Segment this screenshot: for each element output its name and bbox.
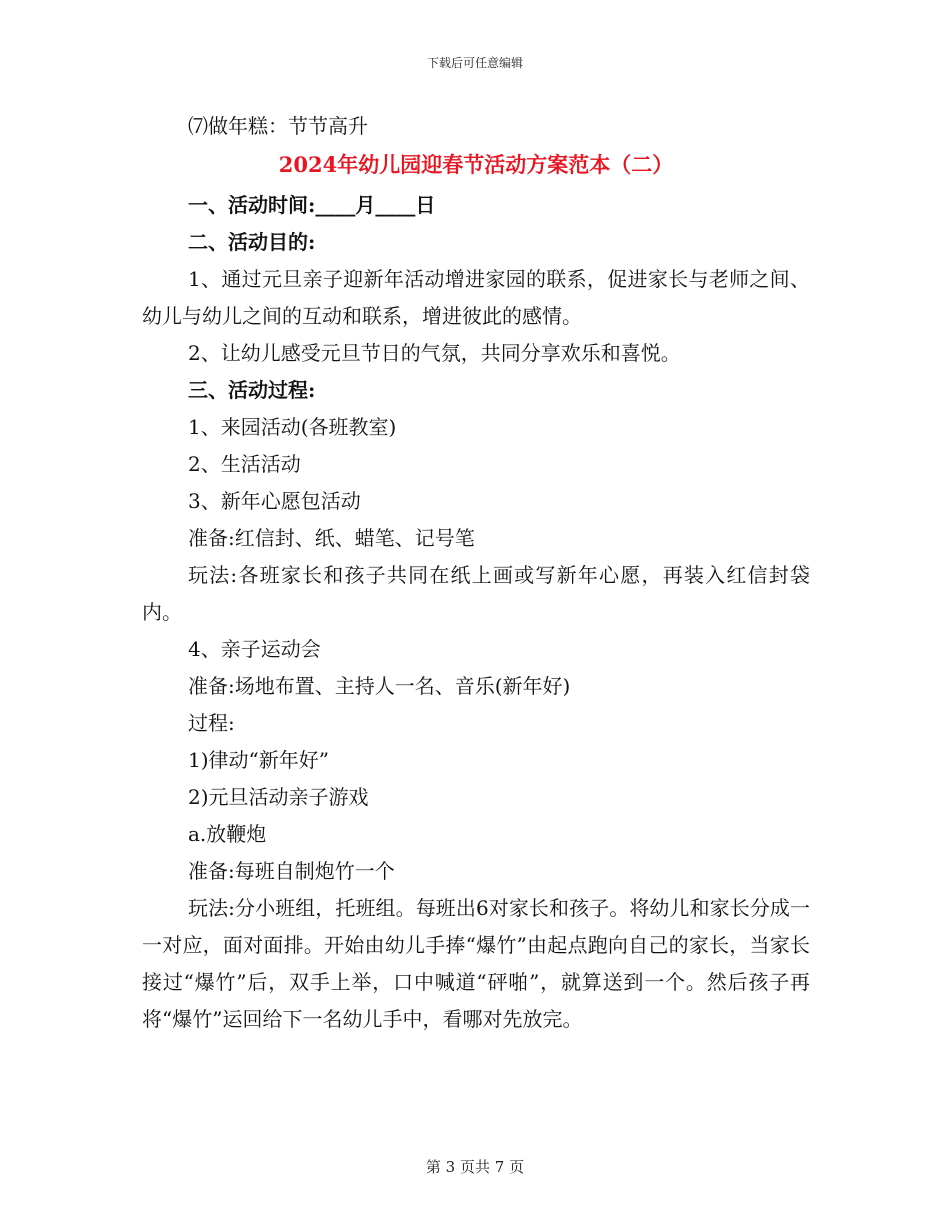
preparation-1: 准备:红信封、纸、蜡笔、记号笔 bbox=[188, 526, 475, 550]
process-item-4: 4、亲子运动会 bbox=[188, 637, 321, 661]
purpose-paragraph-2: 2、让幼儿感受元旦节日的气氛，共同分享欢乐和喜悦。 bbox=[188, 341, 681, 365]
header-note: 下载后可任意编辑 bbox=[426, 56, 523, 70]
document-body bbox=[142, 108, 810, 1038]
section-activity-process: 三、活动过程: bbox=[188, 378, 316, 402]
section-activity-purpose: 二、活动目的: bbox=[188, 230, 316, 254]
section-activity-time: 一、活动时间:____月____日 bbox=[188, 193, 436, 217]
preparation-2: 准备:场地布置、主持人一名、音乐(新年好) bbox=[188, 674, 571, 698]
process-item-3: 3、新年心愿包活动 bbox=[188, 489, 361, 513]
process-item-2: 2、生活活动 bbox=[188, 452, 301, 476]
process-step-2: 2)元旦活动亲子游戏 bbox=[188, 785, 369, 809]
preparation-3: 准备:每班自制炮竹一个 bbox=[188, 859, 395, 883]
purpose-paragraph-1: 1、通过元旦亲子迎新年活动增进家园的联系，促进家长与老师之间、幼儿与幼儿之间的互动和联系，增进彼此的感情。 bbox=[142, 267, 810, 328]
play-method-2: 玩法:分小班组，托班组。每班出6对家长和孩子。将幼儿和家长分成一一对应，面对面排。开始由幼儿手捧“爆竹”由起点跑向自己的家长，当家长接过“爆竹”后，双手上举，口中喊道“砰啪”，就算送到一个。然后孩子再将“爆竹”运回给下一名幼儿手中，看哪对先放完。 bbox=[142, 896, 810, 1031]
item-7: ⑺做年糕：节节高升 bbox=[188, 114, 368, 138]
process-item-1: 1、来园活动(各班教室) bbox=[188, 415, 397, 439]
page-number: 第 3 页共 7 页 bbox=[425, 1158, 525, 1176]
process-label: 过程: bbox=[188, 711, 235, 735]
document-title: 2024年幼儿园迎春节活动方案范本（二） bbox=[278, 152, 674, 177]
process-step-1: 1)律动“新年好” bbox=[188, 748, 329, 772]
play-method-1: 玩法:各班家长和孩子共同在纸上画或写新年心愿，再装入红信封袋内。 bbox=[142, 563, 810, 624]
game-a: a.放鞭炮 bbox=[188, 822, 267, 846]
